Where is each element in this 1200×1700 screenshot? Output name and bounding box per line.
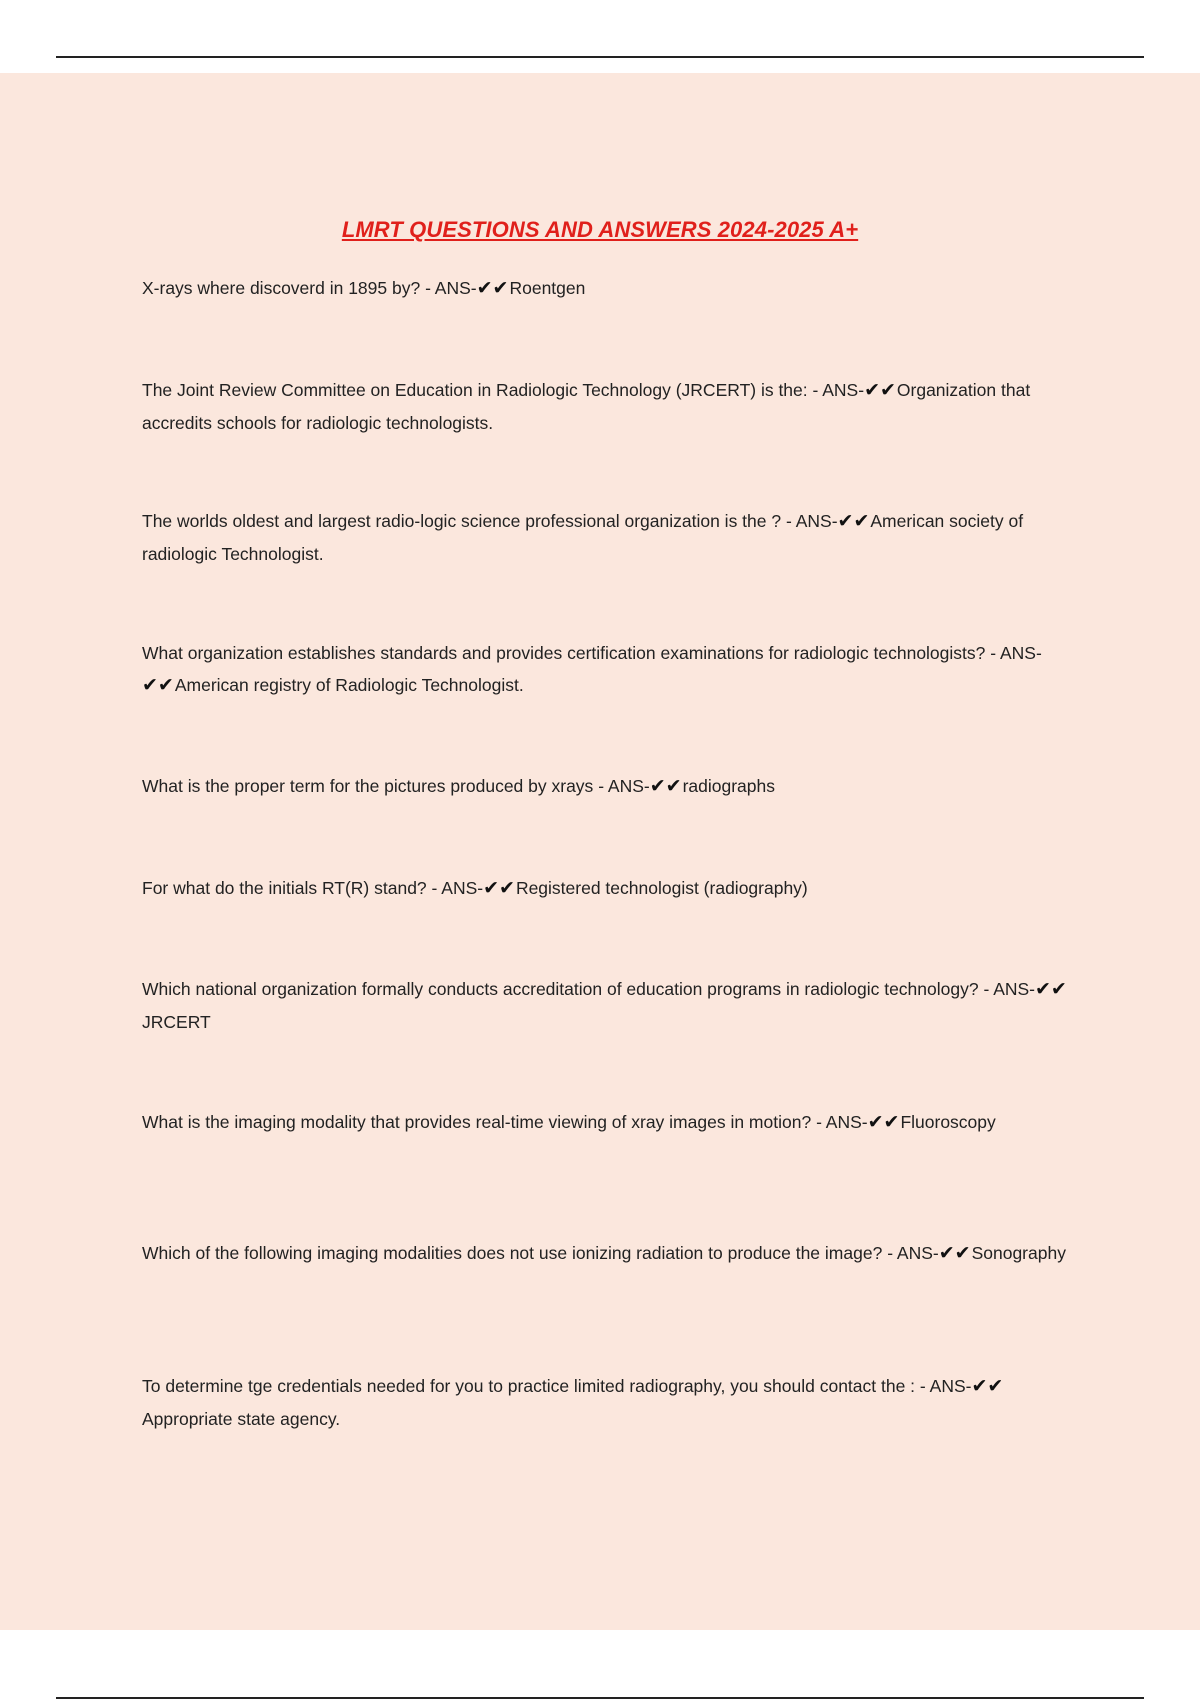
- double-check-icon: ✔✔: [971, 1376, 1004, 1397]
- qa-item-8: [142, 1106, 1072, 1139]
- double-check-icon: ✔✔: [938, 1243, 971, 1264]
- footer-rule: [56, 1697, 1144, 1699]
- qa-item-1: [142, 272, 1072, 305]
- double-check-icon: ✔✔: [864, 380, 896, 401]
- answer-text: radiographs: [682, 776, 775, 796]
- question-text: What organization establishes standards and provides certification examinations for radiologic technologists?: [142, 643, 986, 663]
- answer-text: Fluoroscopy: [900, 1112, 996, 1132]
- double-check-icon: ✔✔: [649, 776, 682, 797]
- answer-text: American registry of Radiologic Technologist.: [174, 675, 524, 695]
- double-check-icon: ✔✔: [1035, 979, 1067, 1000]
- answer-text: Roentgen: [509, 278, 586, 298]
- double-check-icon: ✔✔: [837, 511, 870, 532]
- double-check-icon: ✔✔: [483, 878, 515, 899]
- qa-item-10: [142, 1370, 1072, 1435]
- question-text: What is the imaging modality that provides real-time viewing of xray images in motion?: [142, 1112, 812, 1132]
- qa-item-9: [142, 1237, 1072, 1270]
- question-text: For what do the initials RT(R) stand?: [142, 878, 427, 898]
- answer-text: Sonography: [971, 1243, 1066, 1263]
- question-text: What is the proper term for the pictures produced by xrays: [142, 776, 594, 796]
- answer-marker: - ANS-: [812, 380, 865, 400]
- double-check-icon: ✔✔: [142, 675, 174, 696]
- qa-item-6: [142, 872, 1072, 905]
- document-title: LMRT QUESTIONS AND ANSWERS 2024-2025 A+: [341, 217, 859, 242]
- answer-marker: - ANS-: [983, 979, 1036, 999]
- qa-item-4: [142, 637, 1072, 702]
- qa-item-7: [142, 973, 1072, 1038]
- qa-item-2: [142, 374, 1072, 439]
- question-text: X-rays where discoverd in 1895 by?: [142, 278, 421, 298]
- qa-item-5: [142, 770, 1072, 803]
- qa-item-3: [142, 505, 1072, 570]
- answer-text: JRCERT: [142, 1012, 211, 1032]
- answer-marker: - ANS-: [816, 1112, 868, 1132]
- answer-marker: - ANS-: [990, 643, 1042, 663]
- answer-marker: - ANS-: [919, 1376, 972, 1396]
- answer-text: Registered technologist (radiography): [515, 878, 808, 898]
- answer-marker: - ANS-: [598, 776, 650, 796]
- answer-marker: - ANS-: [785, 511, 838, 531]
- question-text: To determine tge credentials needed for you to practice limited radiography, you should contact the :: [142, 1376, 916, 1396]
- question-text: Which national organization formally conducts accreditation of education programs in radiologic technology?: [142, 979, 979, 999]
- answer-text: Appropriate state agency.: [142, 1409, 341, 1429]
- double-check-icon: ✔✔: [867, 1112, 900, 1133]
- answer-marker: - ANS-: [431, 878, 484, 898]
- question-text: Which of the following imaging modalities does not use ionizing radiation to produce the image?: [142, 1243, 883, 1263]
- answer-text: Organization that accredits schools for radiologic technologists.: [142, 380, 1031, 433]
- question-text: The Joint Review Committee on Education in Radiologic Technology (JRCERT) is the:: [142, 380, 808, 400]
- double-check-icon: ✔✔: [476, 278, 509, 299]
- answer-marker: - ANS-: [425, 278, 477, 298]
- answer-text: American society of radiologic Technologist.: [142, 511, 1024, 564]
- header-rule: [56, 56, 1144, 58]
- answer-marker: - ANS-: [887, 1243, 939, 1263]
- question-text: The worlds oldest and largest radio-logic science professional organization is the ?: [142, 511, 782, 531]
